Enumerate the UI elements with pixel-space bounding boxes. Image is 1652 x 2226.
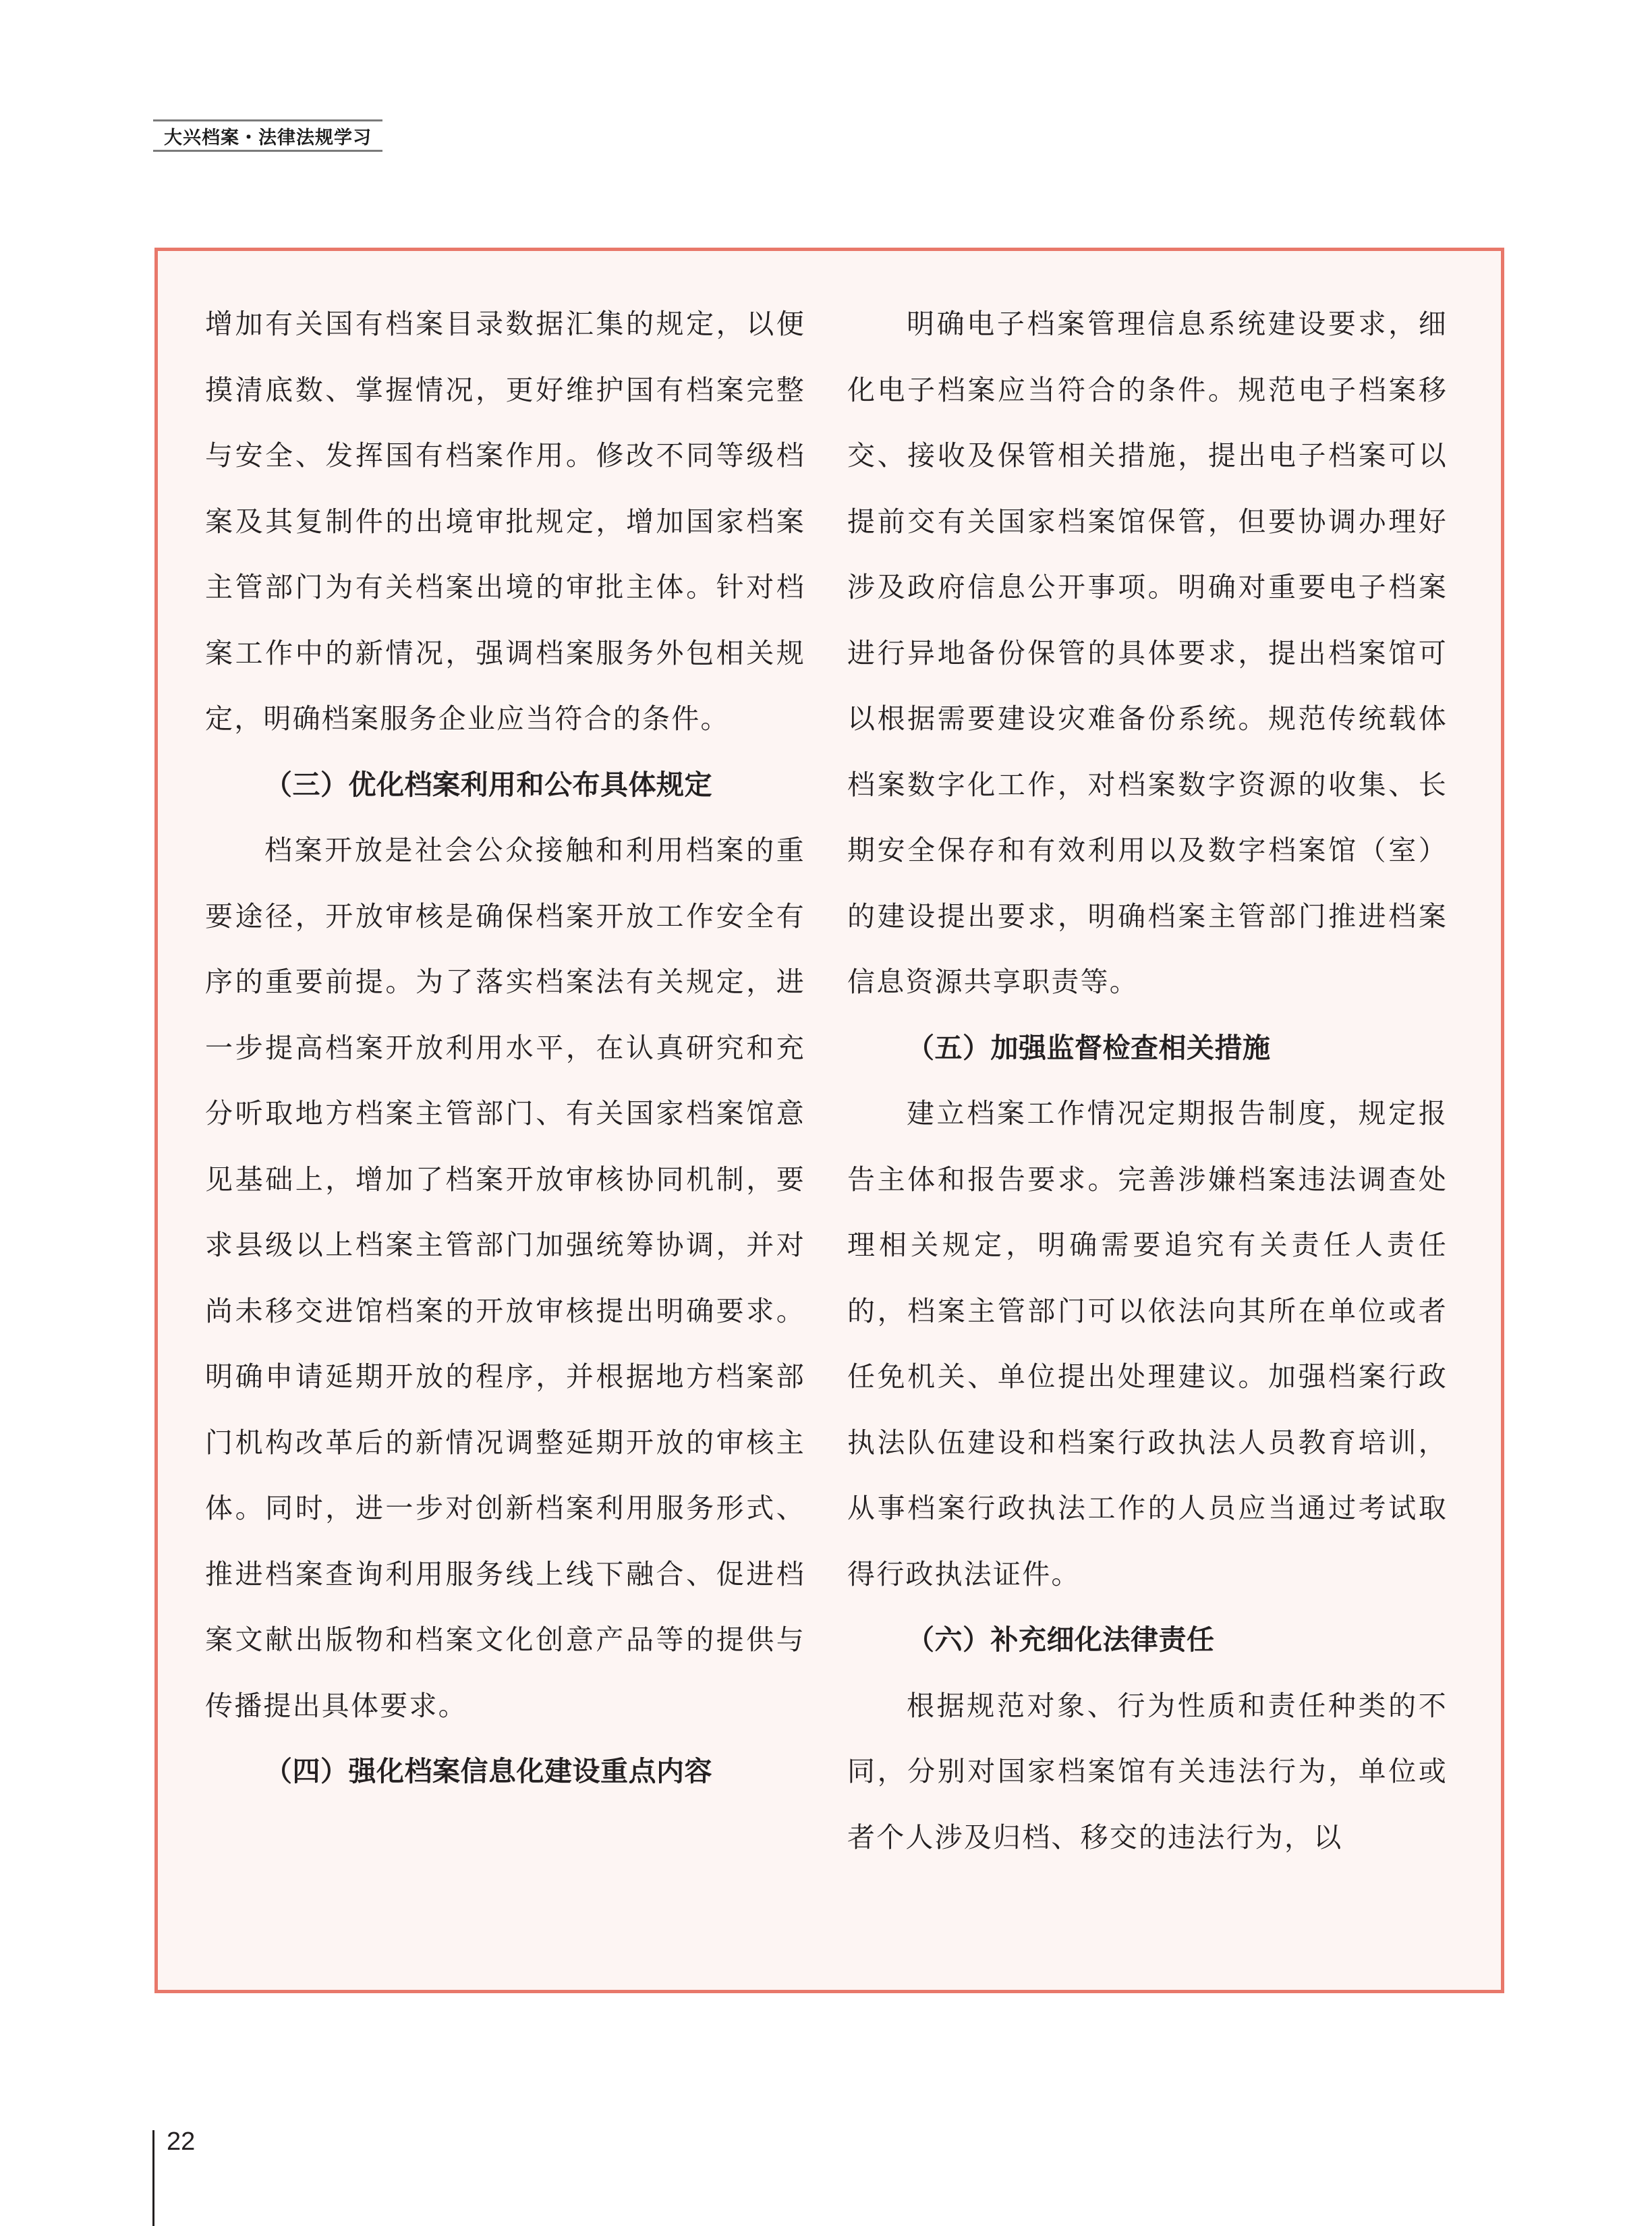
left-column	[205, 291, 805, 1805]
section-heading-4: （四）强化档案信息化建设重点内容	[264, 1755, 712, 1787]
page-number-rule	[152, 2130, 154, 2226]
paragraph: 建立档案工作情况定期报告制度，规定报告主体和报告要求。完善涉嫌档案违法调查处理相关规定，明确需要追究有关责任人责任的，档案主管部门可以依法向其所在单位或者任免机关、单位提出处理建议。加强档案行政执法队伍建设和档案行政执法人员教育培训，从事档案行政执法工作的人员应当通过考试取得行政执法证件。	[847, 1097, 1448, 1590]
paragraph: 增加有关国有档案目录数据汇集的规定，以便摸清底数、掌握情况，更好维护国有档案完整与安全、发挥国有档案作用。修改不同等级档案及其复制件的出境审批规定，增加国家档案主管部门为有关档案出境的审批主体。针对档案工作中的新情况，强调档案服务外包相关规定，明确档案服务企业应当符合的条件。	[205, 308, 805, 735]
section-heading-6: （六）补充细化法律责任	[907, 1623, 1215, 1656]
content-box	[154, 248, 1504, 1993]
right-column	[847, 291, 1448, 1870]
page-number: 22	[167, 2127, 196, 2156]
paragraph: 明确电子档案管理信息系统建设要求，细化电子档案应当符合的条件。规范电子档案移交、接收及保管相关措施，提出电子档案可以提前交有关国家档案馆保管，但要协调办理好涉及政府信息公开事项。明确对重要电子档案进行异地备份保管的具体要求，提出档案馆可以根据需要建设灾难备份系统。规范传统载体档案数字化工作，对档案数字资源的收集、长期安全保存和有效利用以及数字档案馆（室）的建设提出要求，明确档案主管部门推进档案信息资源共享职责等。	[847, 308, 1448, 998]
header-title: 大兴档案・法律法规学习	[164, 127, 372, 148]
paragraph: 根据规范对象、行为性质和责任种类的不同，分别对国家档案馆有关违法行为，单位或者个人涉及归档、移交的违法行为，以	[847, 1689, 1448, 1854]
section-heading-5: （五）加强监督检查相关措施	[907, 1031, 1271, 1064]
section-heading-3: （三）优化档案利用和公布具体规定	[264, 768, 712, 801]
running-header	[153, 119, 382, 152]
paragraph: 档案开放是社会公众接触和利用档案的重要途径，开放审核是确保档案开放工作安全有序的重要前提。为了落实档案法有关规定，进一步提高档案开放利用水平，在认真研究和充分听取地方档案主管部门、有关国家档案馆意见基础上，增加了档案开放审核协同机制，要求县级以上档案主管部门加强统筹协调，并对尚未移交进馆档案的开放审核提出明确要求。明确申请延期开放的程序，并根据地方档案部门机构改革后的新情况调整延期开放的审核主体。同时，进一步对创新档案利用服务形式、推进档案查询利用服务线上线下融合、促进档案文献出版物和档案文化创意产品等的提供与传播提出具体要求。	[205, 834, 805, 1722]
